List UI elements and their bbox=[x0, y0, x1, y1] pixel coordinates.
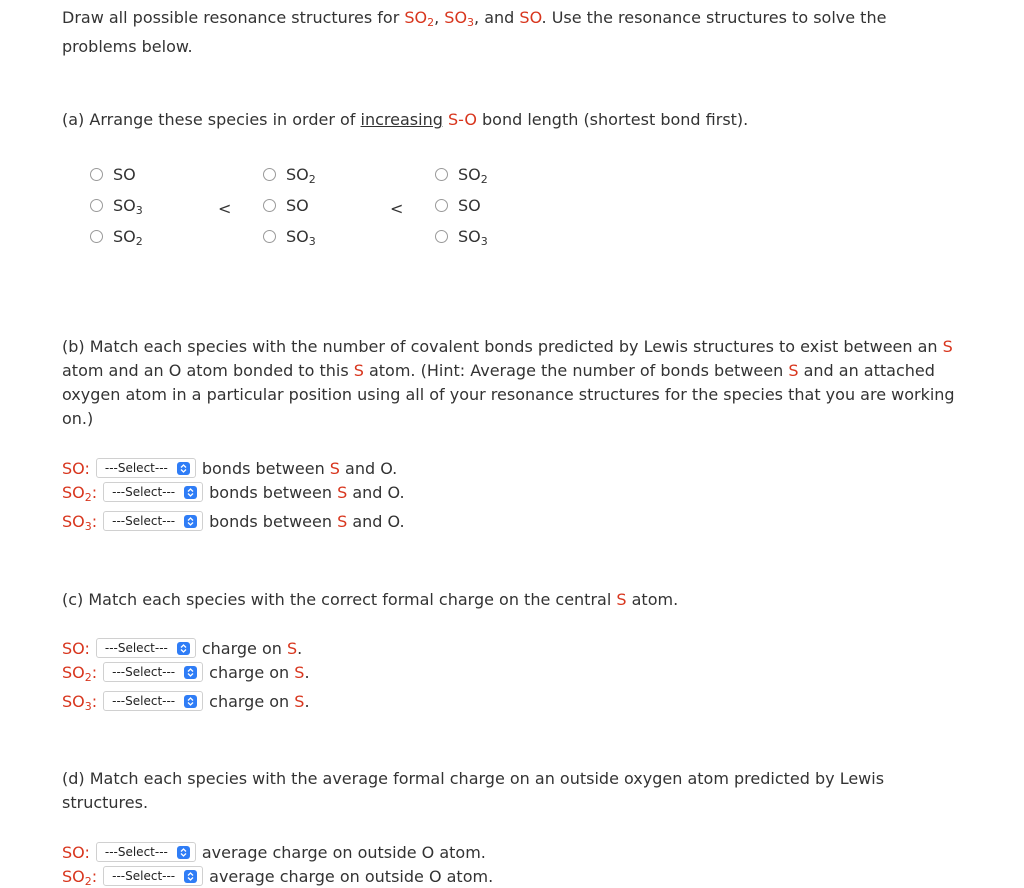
part-a-question: (a) Arrange these species in order of increasing S-O bond length (shortest bond first). bbox=[62, 110, 749, 129]
radio-option-group2-3[interactable] bbox=[263, 225, 316, 247]
answer-select[interactable]: ---Select--- bbox=[96, 638, 196, 658]
row-description: average charge on outside O atom. bbox=[209, 866, 494, 886]
row-description: bonds between S and O. bbox=[201, 458, 398, 478]
radio-option-label: $SO_3$ bbox=[113, 195, 143, 217]
less-than-sign-2: < bbox=[390, 199, 404, 218]
select-chevron-icon[interactable] bbox=[184, 695, 197, 708]
species-so3: $SO_3$ bbox=[444, 8, 475, 29]
radio-button[interactable] bbox=[263, 199, 276, 212]
radio-button[interactable] bbox=[263, 230, 276, 243]
radio-option-label: $SO_3$ bbox=[286, 226, 316, 248]
radio-option-label: $SO_2$ bbox=[458, 164, 488, 186]
row-description: charge on S. bbox=[201, 638, 303, 658]
intro-text: Draw all possible resonance structures for bbox=[62, 8, 405, 27]
radio-option-group1-3[interactable] bbox=[90, 225, 143, 247]
radio-button[interactable] bbox=[263, 168, 276, 181]
species-label: SO: bbox=[62, 638, 90, 658]
radio-option-group3-2[interactable] bbox=[435, 194, 481, 216]
answer-select[interactable]: ---Select--- bbox=[103, 482, 203, 502]
part-c-row-3 bbox=[62, 689, 310, 713]
radio-button[interactable] bbox=[90, 230, 103, 243]
underlined-increasing: increasing bbox=[360, 110, 443, 129]
radio-option-label: $SO_3$ bbox=[458, 226, 488, 248]
radio-button[interactable] bbox=[435, 230, 448, 243]
row-description: average charge on outside O atom. bbox=[201, 842, 486, 862]
radio-option-group3-1[interactable] bbox=[435, 163, 488, 185]
select-chevron-icon[interactable] bbox=[184, 515, 197, 528]
radio-button[interactable] bbox=[435, 168, 448, 181]
row-description: charge on S. bbox=[209, 662, 310, 682]
intro-paragraph-line2: problems below. bbox=[62, 37, 193, 56]
select-chevron-icon[interactable] bbox=[184, 870, 197, 883]
radio-option-label: SO bbox=[458, 195, 481, 215]
row-description: bonds between S and O. bbox=[209, 482, 405, 502]
answer-select[interactable]: ---Select--- bbox=[103, 662, 203, 682]
part-c-question: (c) Match each species with the correct formal charge on the central S atom. bbox=[62, 590, 679, 609]
radio-option-label: SO bbox=[113, 164, 136, 184]
part-c-row-2 bbox=[62, 660, 310, 684]
part-b-question: (b) Match each species with the number of covalent bonds predicted by Lewis structures to exist between an S atom and an O atom bonded to this S atom. (Hint: Average the number of bonds between S and an attached oxygen atom in a particular position using all of your resonance structures for the species that you are working on.) bbox=[62, 337, 955, 428]
row-description: charge on S. bbox=[209, 691, 310, 711]
radio-option-group3-3[interactable] bbox=[435, 225, 488, 247]
answer-select[interactable]: ---Select--- bbox=[103, 691, 203, 711]
species-label: $SO_3$: bbox=[62, 691, 98, 713]
answer-select[interactable]: ---Select--- bbox=[96, 842, 196, 862]
species-label: $SO_2$: bbox=[62, 866, 98, 888]
radio-option-group2-1[interactable] bbox=[263, 163, 316, 185]
radio-option-group1-1[interactable] bbox=[90, 163, 136, 185]
radio-button[interactable] bbox=[435, 199, 448, 212]
part-d-row-2 bbox=[62, 864, 493, 888]
select-chevron-icon[interactable] bbox=[184, 666, 197, 679]
radio-option-group2-2[interactable] bbox=[263, 194, 309, 216]
part-c-row-1 bbox=[62, 636, 302, 660]
part-b-row-1 bbox=[62, 456, 397, 480]
radio-option-label: SO bbox=[286, 195, 309, 215]
species-label: $SO_2$: bbox=[62, 662, 98, 684]
select-chevron-icon[interactable] bbox=[184, 486, 197, 499]
species-label: $SO_3$: bbox=[62, 511, 98, 533]
part-b-row-3 bbox=[62, 509, 405, 533]
intro-paragraph: Draw all possible resonance structures for $SO_2$, $SO_3$, and SO. Use the resonance structures to solve the bbox=[62, 8, 887, 29]
species-so2: $SO_2$ bbox=[404, 8, 435, 29]
radio-button[interactable] bbox=[90, 199, 103, 212]
select-chevron-icon[interactable] bbox=[177, 846, 190, 859]
answer-select[interactable]: ---Select--- bbox=[96, 458, 196, 478]
select-chevron-icon[interactable] bbox=[177, 462, 190, 475]
row-description: bonds between S and O. bbox=[209, 511, 405, 531]
species-label: $SO_2$: bbox=[62, 482, 98, 504]
select-chevron-icon[interactable] bbox=[177, 642, 190, 655]
radio-button[interactable] bbox=[90, 168, 103, 181]
radio-option-label: $SO_2$ bbox=[113, 226, 143, 248]
part-d-row-1 bbox=[62, 840, 486, 864]
part-d-question: (d) Match each species with the average formal charge on an outside oxygen atom predicted by Lewis structures. bbox=[62, 769, 885, 812]
less-than-sign-1: < bbox=[218, 199, 232, 218]
answer-select[interactable]: ---Select--- bbox=[103, 866, 203, 886]
species-label: SO: bbox=[62, 458, 90, 478]
radio-option-group1-2[interactable] bbox=[90, 194, 143, 216]
species-label: SO: bbox=[62, 842, 90, 862]
part-b-row-2 bbox=[62, 480, 405, 504]
answer-select[interactable]: ---Select--- bbox=[103, 511, 203, 531]
species-so: SO bbox=[519, 8, 542, 27]
radio-option-label: $SO_2$ bbox=[286, 164, 316, 186]
